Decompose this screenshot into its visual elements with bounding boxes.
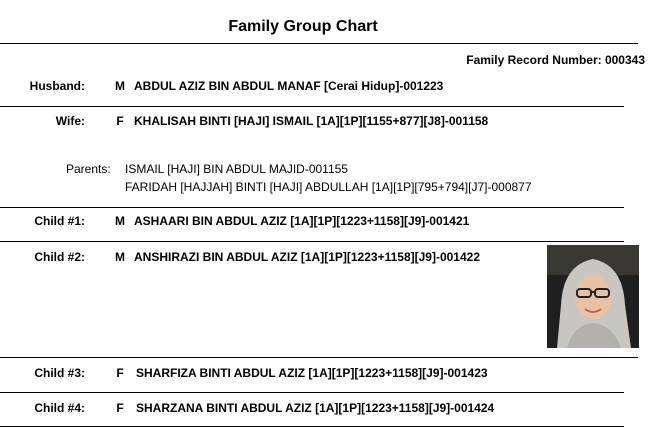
divider: [0, 357, 638, 358]
wife-father[interactable]: ISMAIL [HAJI] BIN ABDUL MAJID-001155: [125, 162, 348, 176]
parents-label: Parents:: [66, 162, 111, 176]
child-2-name[interactable]: ANSHIRAZI BIN ABDUL AZIZ [1A][1P][1223+1158][J9]-001422: [134, 250, 480, 264]
child-2-label: Child #2:: [34, 250, 85, 264]
page-title: Family Group Chart: [228, 18, 378, 35]
wife-label: Wife:: [55, 114, 85, 128]
child-1-name[interactable]: ASHAARI BIN ABDUL AZIZ [1A][1P][1223+1158][J9]-001421: [134, 214, 470, 228]
wife-mother[interactable]: FARIDAH [HAJJAH] BINTI [HAJI] ABDULLAH [1A][1P][795+794][J7]-000877: [125, 180, 532, 194]
child-2-sex: M: [115, 250, 125, 264]
wife-name[interactable]: KHALISAH BINTI [HAJI] ISMAIL [1A][1P][1155+877][J8]-001158: [134, 114, 489, 128]
child-3-label: Child #3:: [34, 366, 85, 380]
divider: [0, 43, 638, 44]
child-4-name[interactable]: SHARZANA BINTI ABDUL AZIZ [1A][1P][1223+1158][J9]-001424: [136, 401, 495, 415]
child-1-label: Child #1:: [34, 214, 85, 228]
child-2-photo[interactable]: [547, 245, 639, 348]
divider: [0, 106, 624, 107]
husband-label: Husband:: [29, 79, 85, 93]
wife-sex: F: [116, 114, 124, 128]
divider: [0, 426, 624, 427]
divider: [0, 207, 624, 208]
divider: [0, 392, 624, 393]
husband-sex: M: [115, 79, 125, 93]
child-4-sex: F: [116, 401, 124, 415]
child-3-name[interactable]: SHARFIZA BINTI ABDUL AZIZ [1A][1P][1223+1158][J9]-001423: [136, 366, 488, 380]
child-4-label: Child #4:: [34, 401, 85, 415]
child-1-sex: M: [115, 214, 125, 228]
portrait-image: [547, 245, 639, 348]
divider: [0, 241, 624, 242]
husband-name[interactable]: ABDUL AZIZ BIN ABDUL MANAF [Cerai Hidup]-001223: [134, 79, 444, 93]
family-record-number: Family Record Number: 000343: [466, 53, 645, 67]
child-3-sex: F: [116, 366, 124, 380]
